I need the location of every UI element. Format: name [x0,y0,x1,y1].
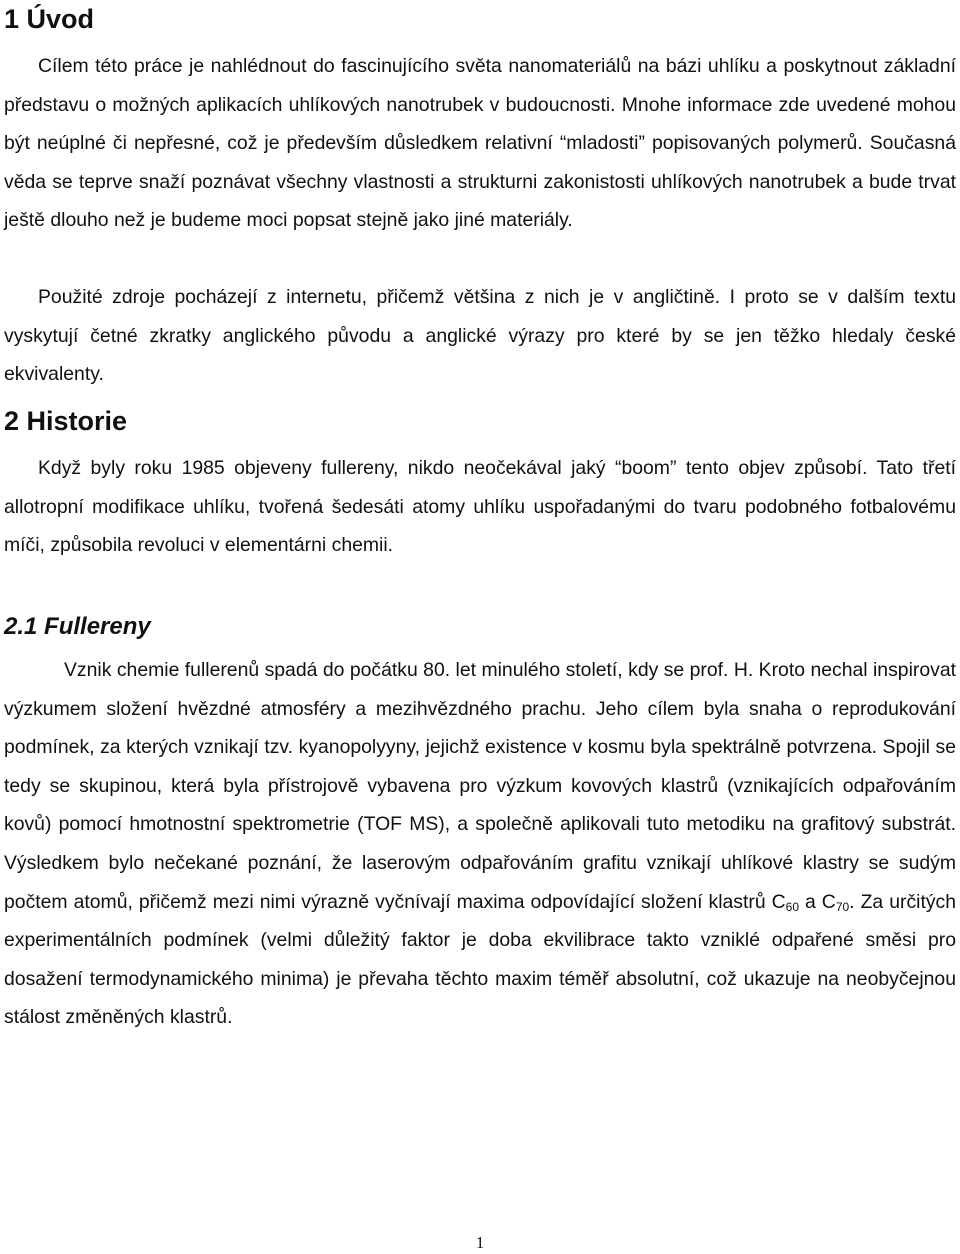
subscript-60: 60 [785,899,799,914]
paragraph-sources: Použité zdroje pocházejí z internetu, přičemž většina z nich je v angličtině. I proto se v dalším textu vyskytují četné zkratky anglického původu a anglické výrazy pro které by se jen těžko hledaly české ekvivalenty. [4,286,956,386]
fullereny-text-mid: a C [799,890,836,913]
subscript-70: 70 [835,899,850,914]
page-number: 1 [475,1233,485,1252]
paragraph-fullereny [4,651,956,1037]
heading-uvod: 1 Úvod [4,4,95,34]
heading-historie: 2 Historie [4,406,128,436]
heading-fullereny: 2.1 Fullereny [4,613,151,640]
fullereny-text-end: . Za určitých experimentálních podmínek (velmi důležitý faktor je doba ekvilibrace takto vzniklé odpařené směsi pro dosažení termodynamického minima) je převaha těchto maxim téměř absolutní, což ukazuje na neobyčejnou stálost změněných klastrů. [4,890,957,1029]
paragraph-history: Když byly roku 1985 objeveny fullereny, nikdo neočekával jaký “boom” tento objev způsobí. Tato třetí allotropní modifikace uhlíku, tvořená šedesáti atomy uhlíku uspořadanými do tvaru podobného fotbalovému míči, způsobila revoluci v elementárni chemii. [4,457,956,557]
fullereny-text-start: Vznik chemie fullerenů spadá do počátku 80. let minulého století, kdy se prof. H. Kroto nechal inspirovat výzkumem složení hvězdné atmosféry a mezihvězdného prachu. Jeho cílem byla snaha o reprodukování podmínek, za kterých vznikají tzv. kyanopolyyny, jejichž existence v kosmu byla spektrálně potvrzena. Spojil se tedy se skupinou, která byla přístrojově vybavena pro výzkum kovových klastrů (vznikajících odpařováním kovů) pomocí hmotnostní spektrometrie (TOF MS), a společně aplikovali tuto metodiku na grafitový substrát. Výsledkem bylo nečekané poznání, že laserovým odpařováním grafitu vznikají uhlíkové klastry se sudým počtem atomů, přičemž mezi nimi výrazně vyčnívají maxima odpovídající složení klastrů C [4,659,956,913]
paragraph-intro: Cílem této práce je nahlédnout do fascinujícího světa nanomateriálů na bázi uhlíku a poskytnout základní představu o možných aplikacích uhlíkových nanotrubek v budoucnosti. Mnohe informace zde uvedené mohou být neúplné či nepřesné, což je především důsledkem relativní “mladosti” popisovaných polymerů. Současná věda se teprve snaží poznávat všechny vlastnosti a strukturni zakonistosti uhlíkových nanotrubek a bude trvat ještě dlouho než je budeme moci popsat stejně jako jiné materiály. [4,55,956,232]
